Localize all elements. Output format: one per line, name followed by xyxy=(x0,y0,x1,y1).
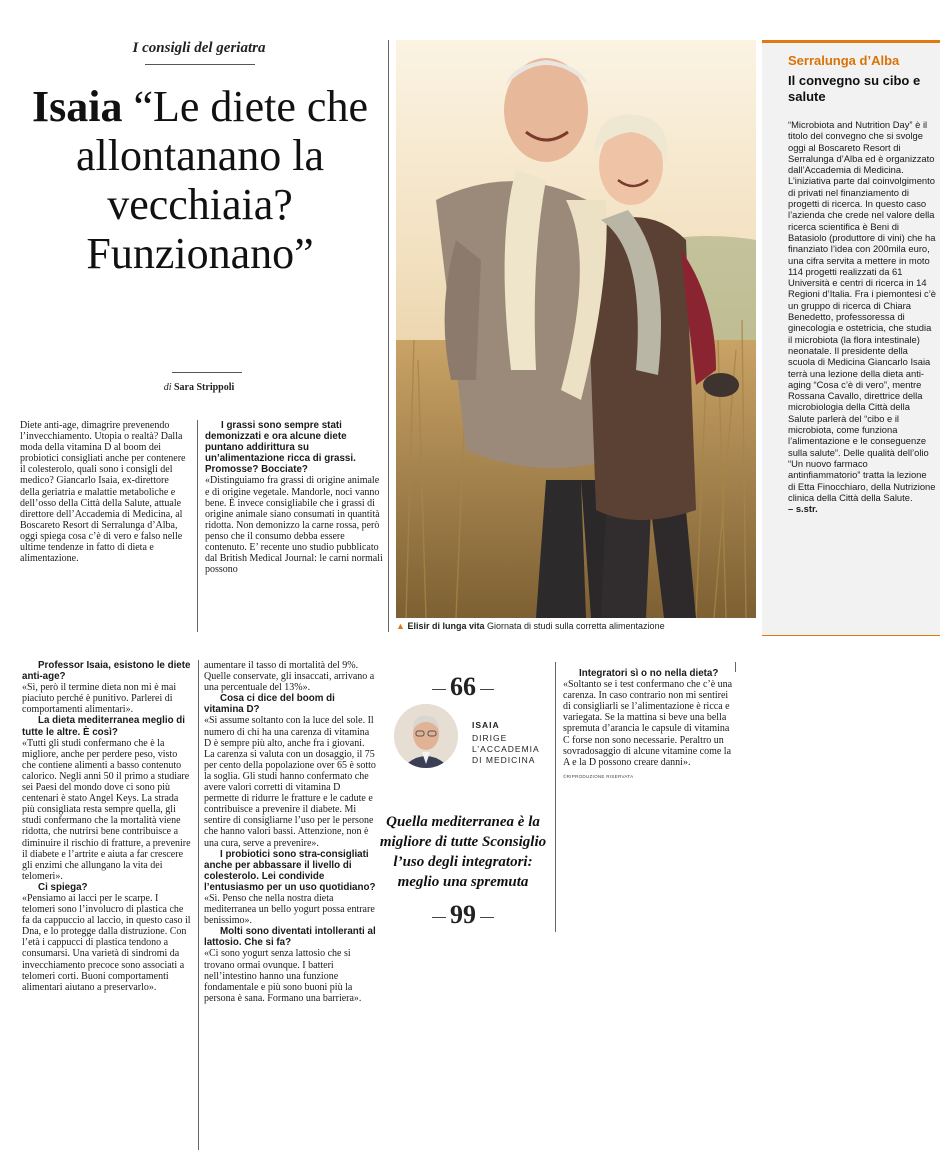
column-b-top xyxy=(205,420,383,575)
question: Molti sono diventati intolleranti al lattosio. Che si fa? xyxy=(204,926,376,949)
avatar xyxy=(394,704,458,768)
quote-author-role: DIRIGE L’ACCADEMIA DI MEDICINA xyxy=(472,733,540,765)
answer: «Pensiamo ai lacci per le scarpe. I telomeri sono l’involucro di plastica che fa da cappuccio al laccio, in questo caso il Dna, e lo protegge dalla distruzione. Con l’età i cappucci di plastica tendono a consumarsi. Una varietà di sindromi da invecchiamento precoce sono associati a telomeri corti. Buoni comportamenti alimentari aiutano a preservarlo». xyxy=(22,892,191,993)
column-divider xyxy=(197,420,198,632)
photo-caption xyxy=(396,621,756,631)
answer: «Distinguiamo fra grassi di origine animale e di origine vegetale. Mandorle, noci vanno bene. È invece consigliabile che i grassi di origine animale siano consumati in quantità ridotta. Non demonizzo la carne rossa, però penso che il consumo debba essere contenuto. E’ recente uno studio pubblicato dal British Medical Journal: le carni normali possono xyxy=(205,475,383,576)
byline-author: Sara Strippoli xyxy=(173,382,235,393)
close-quote-mark: 99 xyxy=(378,900,548,930)
question: I probiotici sono stra-consigliati anche per abbassare il livello di colesterolo. Lei condivide l’entusiasmo per un uso quotidiano? xyxy=(204,848,376,893)
sidebar-box xyxy=(762,40,940,636)
answer: «Ci sono yogurt senza lattosio che si trovano ormai ovunque. I batteri nell’intestino hanno una funzione fondamentale e più sono buoni più la persona è sana. Formano una barriera». xyxy=(204,948,362,1004)
copyright-notice: ©RIPRODUZIONE RISERVATA xyxy=(563,773,634,779)
column-divider xyxy=(735,662,736,672)
sidebar-text: “Microbiota and Nutrition Day” è il titolo del convegno che si svolge oggi al Boscareto Resort di Serralunga d’Alba ed è organizzato dall’Accademia di Medicina. L’iniziativa parte dal coinvolgimento di privati nel finanziamento di progetti di ricerca. In questo caso l’azienda che crede nel valore della ricerca scientifica è Beni di Batasiolo (produttore di vini) che ha finanziato l’idea con 200mila euro, una cifra servita a mettere in moto 114 progetti realizzati da 61 Università e centri di ricerca in 14 Regioni d’Italia. Fra i piemontesi c’è un gruppo di ricerca di Chiara Benedetto, professoressa di ginecologia e ostetricia, che studia il microbiota (la flora intestinale) neonatale. Il presidente della scuola di Medicina Giancarlo Isaia terrà una lezione della dieta anti-aging “Cosa c’è di vero”, mentre Rossana Cavallo, direttrice della microbiologia della Città della Salute parlerà del “cibo e il microbiota, come funziona l’alimentazione e le conseguenze sulla salute”. Delle qualità dell’olio “Un nuovo farmaco antinfiammatorio” tratta la lezione di Etta Finocchiaro, della Nutrizione clinica della Città della Salute. xyxy=(788,119,936,503)
headline-quote: “Le diete che allontanano la vecchiaia? Funzionano” xyxy=(75,82,368,278)
kicker-rule xyxy=(145,64,255,65)
quote-author-name: ISAIA xyxy=(472,720,500,730)
column-divider xyxy=(198,660,199,1150)
byline-rule xyxy=(172,372,242,373)
article-photo xyxy=(396,40,756,618)
intro-paragraph: Diete anti-age, dimagrire prevenendo l’invecchiamento. Utopia o realtà? Dalla moda della vitamina D al boom dei probiotici consigliati anche per contenere il colesterolo, quali sono i consigli del medico? Giancarlo Isaia, ex-direttore della geriatria e malattie metaboliche e dell’osso della Città della Salute, attuale direttore dell’Accademia di Medicina, al Boscareto Resort di Serralunga d’Alba, oggi spiega cosa c’è di vero e falso nelle ultime tendenze in fatto di dieta e alimentazione. xyxy=(20,420,186,565)
column-2 xyxy=(204,660,376,1004)
answer: aumentare il tasso di mortalità del 9%. Quelle conservate, gli insaccati, arrivano a una percentuale del 13%». xyxy=(204,660,375,694)
question: Integratori sì o no nella dieta? xyxy=(579,668,719,679)
headline-name: Isaia xyxy=(32,82,123,131)
pull-quote: Quella mediterranea è la migliore di tutte Sconsiglio l’uso degli integratori: meglio una spremuta xyxy=(379,814,547,890)
byline xyxy=(0,382,398,393)
caption-text: Giornata di studi sulla corretta alimentazione xyxy=(486,621,665,631)
question: Ci spiega? xyxy=(38,881,88,893)
portrait-icon xyxy=(394,704,458,768)
byline-prefix: di xyxy=(163,382,172,393)
sidebar-location: Serralunga d’Alba xyxy=(788,53,900,68)
answer: «Tutti gli studi confermano che è la migliore, anche per perdere peso, visto che contiene alimenti a basso contenuto calorico. Negli anni 50 il primo a studiare sei Paesi del mondo dove ci sono più centenari è stato Angel Keys. La strada più consigliata resta sempre quella, gli studi confermano che la mortalità viene ridotta, che nutrirsi bene contribuisce a diminuire il rischio di fratture, a prevenire il diabete e l’artrite e aiuta a far crescere gli enzimi che allungano la vita dei telomeri». xyxy=(22,737,191,882)
answer: «Soltanto se i test confermano che c’è una carenza. In caso contrario non mi sentirei di consigliarli se l’alimentazione è ricca e variegata. Se la mattina si beve una bella spremuta d’arancia le capsule di vitamina C forse non sono necessarie. Peraltro un sovradosaggio di alcune vitamine come la A e la D possono creare danni». xyxy=(563,679,733,768)
answer: «Sì, però il termine dieta non mi è mai piaciuto perché è punitivo. Parlerei di comportamenti alimentari». xyxy=(22,682,177,716)
sidebar-title: Il convegno su cibo e salute xyxy=(788,73,921,104)
answer: «Si assume soltanto con la luce del sole. Il numero di chi ha una carenza di vitamina D è sempre più alto, anche fra i giovani. La carenza si valuta con un dosaggio, il 75 per cento della popolazione over 65 è sotto la soglia. Gli studi hanno confermato che avere valori corretti di vitamina D permette di ridurre le fratture e le cadute e contribuisce a prevenire il diabete. Mi sentire di consigliarne l’uso per le persone che hanno valori bassi. Attenzione, non è una cura, serve a prevenire». xyxy=(204,715,376,849)
question: La dieta mediterranea meglio di tutte le altre. È così? xyxy=(22,715,185,738)
question: Cosa ci dice del boom di vitamina D? xyxy=(204,693,335,716)
column-1 xyxy=(22,660,192,993)
headline xyxy=(12,82,388,278)
intro-column xyxy=(20,420,190,564)
kicker: I consigli del geriatra xyxy=(132,40,266,56)
column-4 xyxy=(563,668,733,782)
caption-triangle-icon: ▲ xyxy=(396,621,405,631)
answer: «Sì. Penso che nella nostra dieta mediterranea un bello yogurt possa entrare benissimo». xyxy=(204,892,375,927)
question: I grassi sono sempre stati demonizzati e ora alcune diete puntano addirittura su un’alimentazione ricca di grassi. Promosse? Bocciate? xyxy=(205,420,356,476)
question: Professor Isaia, esistono le diete anti-age? xyxy=(22,660,191,683)
elderly-couple-illustration xyxy=(396,40,756,618)
caption-title: Elisir di lunga vita xyxy=(407,621,485,631)
column-divider xyxy=(388,40,389,632)
open-quote-mark: 66 xyxy=(378,672,548,702)
sidebar-body xyxy=(788,119,936,514)
sidebar-signature: – s.str. xyxy=(788,503,818,515)
column-divider xyxy=(555,662,556,932)
